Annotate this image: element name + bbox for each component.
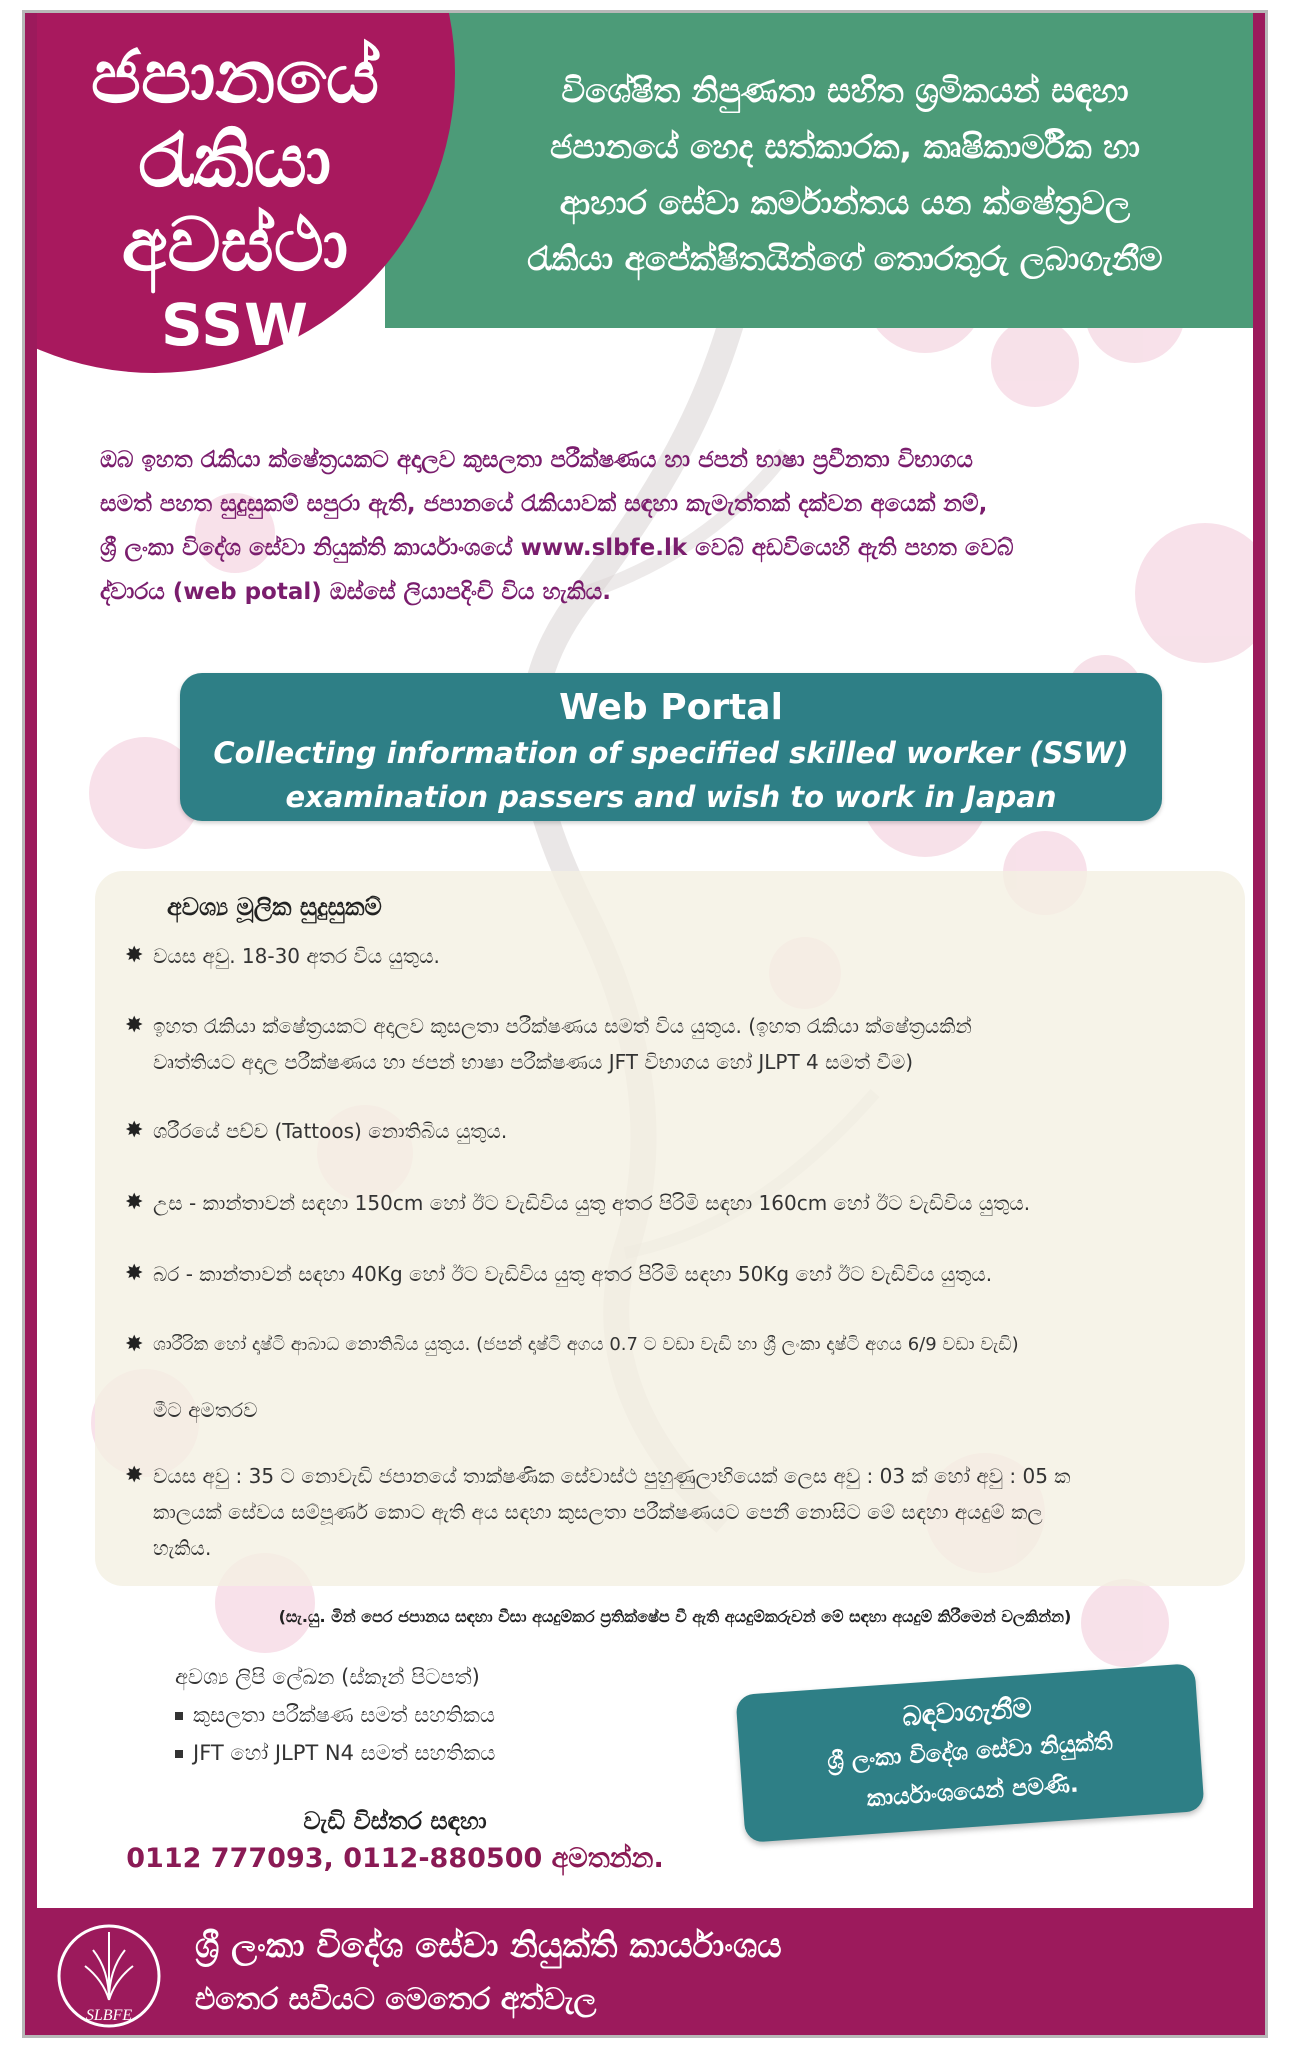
requirement-tattoos [125, 1113, 1235, 1149]
star-bullet-icon: ✸ [125, 1190, 144, 1215]
star-bullet-icon: ✸ [125, 1463, 144, 1488]
required-documents [175, 1658, 495, 1772]
organization-name: ශ්‍රී ලංකා විදේශ සේවා නියුක්ති කාර්යාංශය [195, 1926, 782, 1966]
visa-warning-note: (සැ.යු. මින් පෙර ජපානය සඳහා වීසා අයදුම්කර ප්‍රතික්ෂේප වී ඇති අයදුම්කරුවන් මේ සඳහා අයදුම් කිරීමෙන් වලකින්න) [278, 1607, 1072, 1626]
title-line-1: ජපානයේ [90, 34, 380, 120]
requirements-heading: අවශ්‍ය මූලික සුදුසුකම් [167, 893, 382, 921]
title-line-3: අවස්ථා [121, 202, 349, 288]
subtitle-line-2: ජපානයේ හෙද සත්කාරක, කෘෂිකාර්මික හා [550, 127, 1140, 166]
portal-title: Web Portal [559, 687, 783, 728]
intro-line-4: ද්වාරය (web potal) ඔස්සේ ලියාපදිංචි විය හැකිය. [100, 579, 611, 605]
requirement-weight [125, 1256, 1235, 1292]
exemption-line-1: වයස අවු : 35 ට නොවැඩි ජපානයේ තාක්ෂණික සේවාස්ථ පුහුණුලාභියෙක් ලෙස අවු : 03 ක් හෝ අවු : 05 ක [153, 1464, 1071, 1488]
requirements-note: මීට අමතරව [153, 1398, 258, 1422]
main-title [35, 35, 435, 359]
requirement-text: ඉහත රැකියා ක්ෂේත්‍රයකට අදාලව කුසලතා පරීක්ෂණය සමත් විය යුතුය. (ඉහත රැකියා ක්ෂේත්‍රයකින් [153, 1014, 972, 1038]
square-bullet-icon [175, 1750, 183, 1758]
subtitle-line-4: රැකියා අපේක්ෂිතයින්ගේ තොරතුරු ලබාගැනීම [527, 239, 1163, 278]
exemption-line-3: හැකිය. [153, 1536, 212, 1560]
requirement-skill-test [125, 1008, 1235, 1080]
title-line-2: රැකියා [138, 118, 332, 204]
contact-label: වැඩි විස්තර සඳහා [303, 1807, 487, 1835]
subtitle-line-1: විශේෂිත නිපුණතා සහිත ශ්‍රමිකයන් සඳහා [561, 71, 1129, 110]
requirement-text: ශාරීරික හෝ දෘෂ්ටි ආබාධ නොතිබිය යුතුය. (ජපන් දෘෂ්ටි අගය 0.7 ට වඩා වැඩි හා ශ්‍රී ලංකා දෘෂ්ටි අගය 6/9 වඩා වැඩි) [153, 1334, 1019, 1355]
requirement-exemption [125, 1458, 1235, 1566]
square-bullet-icon [175, 1712, 183, 1720]
contact-info [125, 1807, 665, 1875]
requirement-text: උස - කාන්තාවන් සඳහා 150cm හෝ ඊට වැඩිවිය යුතු අතර පිරිමි සඳහා 160cm හෝ ඊට වැඩිවිය යුතුය. [153, 1191, 1031, 1215]
star-bullet-icon: ✸ [125, 1261, 144, 1286]
left-border-strip [25, 13, 37, 2038]
intro-line-1: ඔබ ඉහත රැකියා ක්ෂේත්‍රයකට අදාලව කුසලතා පරීක්ෂණය හා ජපන් භාෂා ප්‍රවීනතා විභාගය [100, 447, 973, 473]
star-bullet-icon: ✸ [125, 943, 144, 968]
exemption-line-2: කාලයක් සේවය සම්පූර්ණ කොට ඇති අය සඳහා කුසලතා පරීක්ෂණයට පෙනී නොසිට මේ සඳහා අයදුම් කල [153, 1500, 1043, 1524]
portal-line-1: Collecting information of specified skilled worker (SSW) [213, 736, 1129, 770]
slbfe-logo-icon [53, 1920, 165, 2032]
intro-line-3: ශ්‍රී ලංකා විදේශ සේවා නියුක්ති කාර්යාංශයේ www.slbfe.lk වෙබ් අඩවියෙහි ඇති පහත වෙබ් [100, 535, 1014, 561]
requirement-text: වයස අවු. 18-30 අතර විය යුතුය. [153, 944, 440, 968]
requirement-disability [125, 1327, 1235, 1363]
requirement-text: ශරීරයේ පච්ච (Tattoos) නොතිබිය යුතුය. [153, 1119, 508, 1143]
contact-phones: 0112 777093, 0112-880500 අමතන්න. [126, 1843, 664, 1874]
requirement-height [125, 1185, 1235, 1221]
recruitment-line-2: කාර්යාංශයෙන් පමණි. [866, 1771, 1080, 1813]
requirement-text-cont: වෘත්තියට අදාල පරීක්ෂණය හා ජපන් භාෂා පරීක්ෂණය JFT විභාගය හෝ JLPT 4 සමත් වීම) [153, 1050, 914, 1074]
organization-slogan: එතෙර සවියට මෙතෙර අත්වැල [195, 1982, 597, 2017]
recruitment-title: බඳවාගැනීම [901, 1692, 1033, 1733]
portal-line-2: examination passers and wish to work in Japan [285, 780, 1057, 814]
documents-heading: අවශ්‍ය ලිපි ලේඛන (ස්කෑන් පිටපත්) [175, 1665, 480, 1689]
intro-paragraph [100, 438, 1220, 614]
recruitment-line-1: ශ්‍රී ලංකා විදේශ සේවා නියුක්ති [826, 1729, 1114, 1775]
logo-text: SLBFE [85, 2007, 133, 2024]
star-bullet-icon: ✸ [125, 1013, 144, 1038]
title-ssw: SSW [161, 291, 309, 359]
intro-line-2: සමත් පහත සුදුසුකම් සපුරා ඇති, ජපානයේ රැකියාවක් සඳහා කැමැත්තක් දක්වන අයෙක් නම්, [100, 491, 988, 517]
header-subtitle [445, 63, 1245, 287]
star-bullet-icon: ✸ [125, 1332, 144, 1357]
web-portal-banner [180, 673, 1162, 821]
requirement-text: බර - කාන්තාවන් සඳහා 40Kg හෝ ඊට වැඩිවිය යුතු අතර පිරිමි සඳහා 50Kg හෝ ඊට වැඩිවිය යුතුය. [153, 1262, 993, 1286]
right-border-strip [1253, 13, 1265, 2038]
advertisement-frame [22, 10, 1268, 2038]
footer-banner [25, 1908, 1268, 2038]
subtitle-line-3: ආහාර සේවා කර්මාන්තය යන ක්ෂේත්‍රවල [559, 183, 1131, 222]
requirement-age [125, 938, 1235, 974]
document-item-1: කුසලතා පරීක්ෂණ සමත් සහතිකය [175, 1696, 495, 1734]
document-item-2: JFT හෝ JLPT N4 සමත් සහතිකය [175, 1734, 495, 1772]
star-bullet-icon: ✸ [125, 1118, 144, 1143]
